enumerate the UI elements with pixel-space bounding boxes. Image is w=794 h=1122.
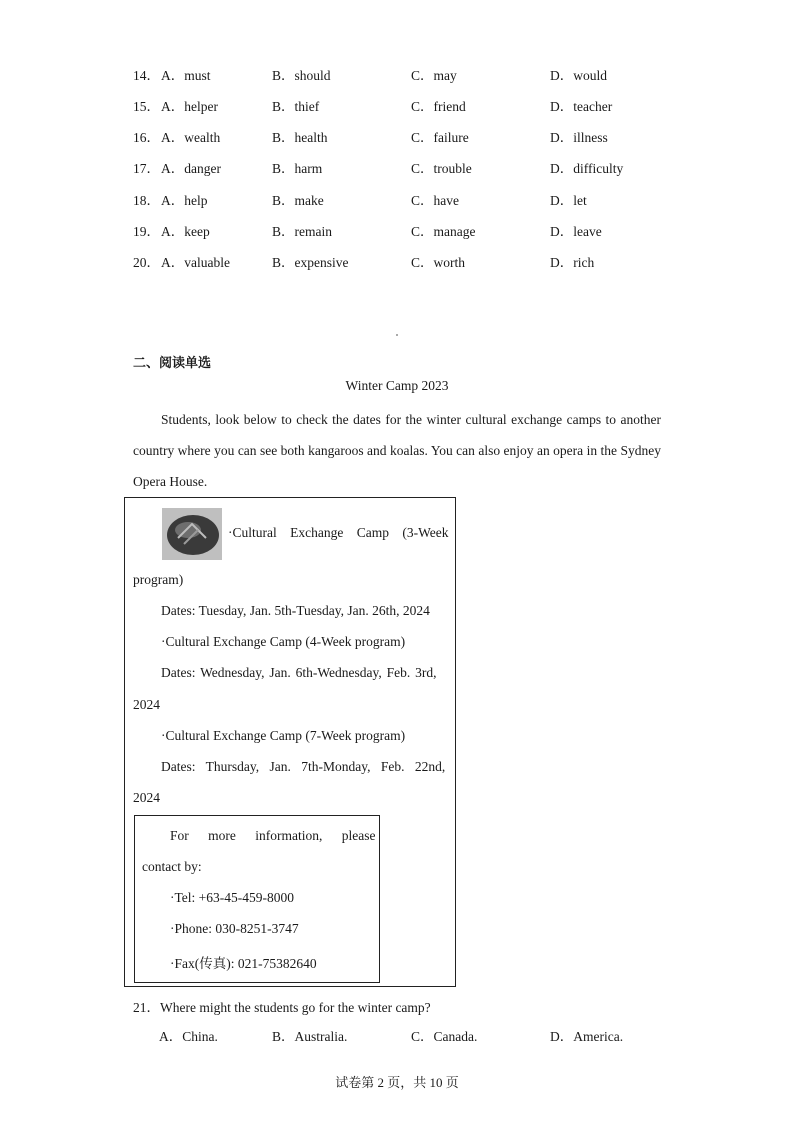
- program-1-title-text: ·Cultural Exchange Camp (3-Week: [228, 525, 449, 540]
- question-row: [0, 66, 794, 86]
- section-title: 二、阅读单选: [133, 356, 212, 371]
- option-c[interactable]: C．have: [411, 193, 459, 208]
- opera-house-photo: [162, 508, 222, 560]
- option-d[interactable]: D．rich: [550, 255, 595, 270]
- question-row: [0, 159, 794, 179]
- program-1-title-cont: program): [133, 572, 184, 587]
- question-row: [0, 191, 794, 211]
- question-number: 20．: [133, 255, 160, 270]
- q21-option-b[interactable]: B．Australia.: [272, 1029, 348, 1044]
- q21-option-c[interactable]: C．Canada.: [411, 1029, 478, 1044]
- contact-fax: ·Fax(传真): 021-75382640: [170, 956, 317, 971]
- q21-option-d[interactable]: D．America.: [550, 1029, 624, 1044]
- option-d[interactable]: D．let: [550, 193, 587, 208]
- contact-phone: ·Phone: 030-8251-3747: [170, 921, 299, 936]
- page-footer: 试卷第 2 页，共 10 页: [335, 1075, 459, 1090]
- option-c[interactable]: C．trouble: [411, 161, 472, 176]
- option-a[interactable]: A．danger: [161, 161, 221, 176]
- option-b[interactable]: B．expensive: [272, 255, 349, 270]
- option-a[interactable]: A．must: [161, 68, 211, 83]
- passage-intro: Students, look below to check the dates for the winter cultural exchange camps to another country where you can see both kangaroos and koalas. You can also enjoy an opera in the Sydney Opera House.: [133, 412, 661, 489]
- option-a[interactable]: A．wealth: [161, 130, 221, 145]
- option-c[interactable]: C．worth: [411, 255, 465, 270]
- q21-stem: 21．Where might the students go for the winter camp?: [133, 1000, 431, 1015]
- option-d[interactable]: D．would: [550, 68, 607, 83]
- option-d[interactable]: D．illness: [550, 130, 608, 145]
- program-3-dates: Dates: Thursday, Jan. 7th-Monday, Feb. 22nd,: [161, 759, 446, 774]
- option-b[interactable]: B．harm: [272, 161, 323, 176]
- q21-options: [0, 1027, 794, 1047]
- question-number: 18．: [133, 193, 160, 208]
- program-2-title: ·Cultural Exchange Camp (4-Week program): [161, 634, 406, 649]
- contact-intro-cont: contact by:: [142, 859, 202, 874]
- question-row: [0, 222, 794, 242]
- question-number: 16．: [133, 130, 160, 145]
- question-number: 17．: [133, 161, 160, 176]
- option-a[interactable]: A．help: [161, 193, 208, 208]
- option-b[interactable]: B．should: [272, 68, 331, 83]
- passage-title: Winter Camp 2023: [345, 378, 449, 393]
- question-row: [0, 253, 794, 273]
- option-c[interactable]: C．failure: [411, 130, 469, 145]
- program-1-dates: Dates: Tuesday, Jan. 5th-Tuesday, Jan. 26th, 2024: [161, 603, 430, 618]
- program-3-dates-year: 2024: [133, 790, 160, 805]
- option-d[interactable]: D．difficulty: [550, 161, 624, 176]
- option-d[interactable]: D．leave: [550, 224, 602, 239]
- contact-intro: For more information, please: [170, 828, 376, 843]
- option-a[interactable]: A．helper: [161, 99, 218, 114]
- scan-dot: [396, 334, 398, 336]
- program-2-dates-year: 2024: [133, 697, 160, 712]
- option-b[interactable]: B．make: [272, 193, 324, 208]
- contact-tel: ·Tel: +63-45-459-8000: [170, 890, 295, 905]
- option-c[interactable]: C．manage: [411, 224, 476, 239]
- photo-icon: [162, 508, 222, 560]
- option-a[interactable]: A．valuable: [161, 255, 230, 270]
- program-2-dates: Dates: Wednesday, Jan. 6th-Wednesday, Feb. 3rd,: [161, 665, 437, 680]
- program-3-title: ·Cultural Exchange Camp (7-Week program): [161, 728, 406, 743]
- option-b[interactable]: B．health: [272, 130, 328, 145]
- option-b[interactable]: B．remain: [272, 224, 332, 239]
- program-1-title: [228, 525, 447, 541]
- question-row: [0, 97, 794, 117]
- question-number: 19．: [133, 224, 160, 239]
- question-number: 15．: [133, 99, 160, 114]
- option-d[interactable]: D．teacher: [550, 99, 613, 114]
- option-c[interactable]: C．friend: [411, 99, 466, 114]
- q21-option-a[interactable]: A．China.: [159, 1029, 218, 1044]
- option-b[interactable]: B．thief: [272, 99, 320, 114]
- option-a[interactable]: A．keep: [161, 224, 210, 239]
- option-c[interactable]: C．may: [411, 68, 457, 83]
- question-row: [0, 128, 794, 148]
- question-number: 14．: [133, 68, 160, 83]
